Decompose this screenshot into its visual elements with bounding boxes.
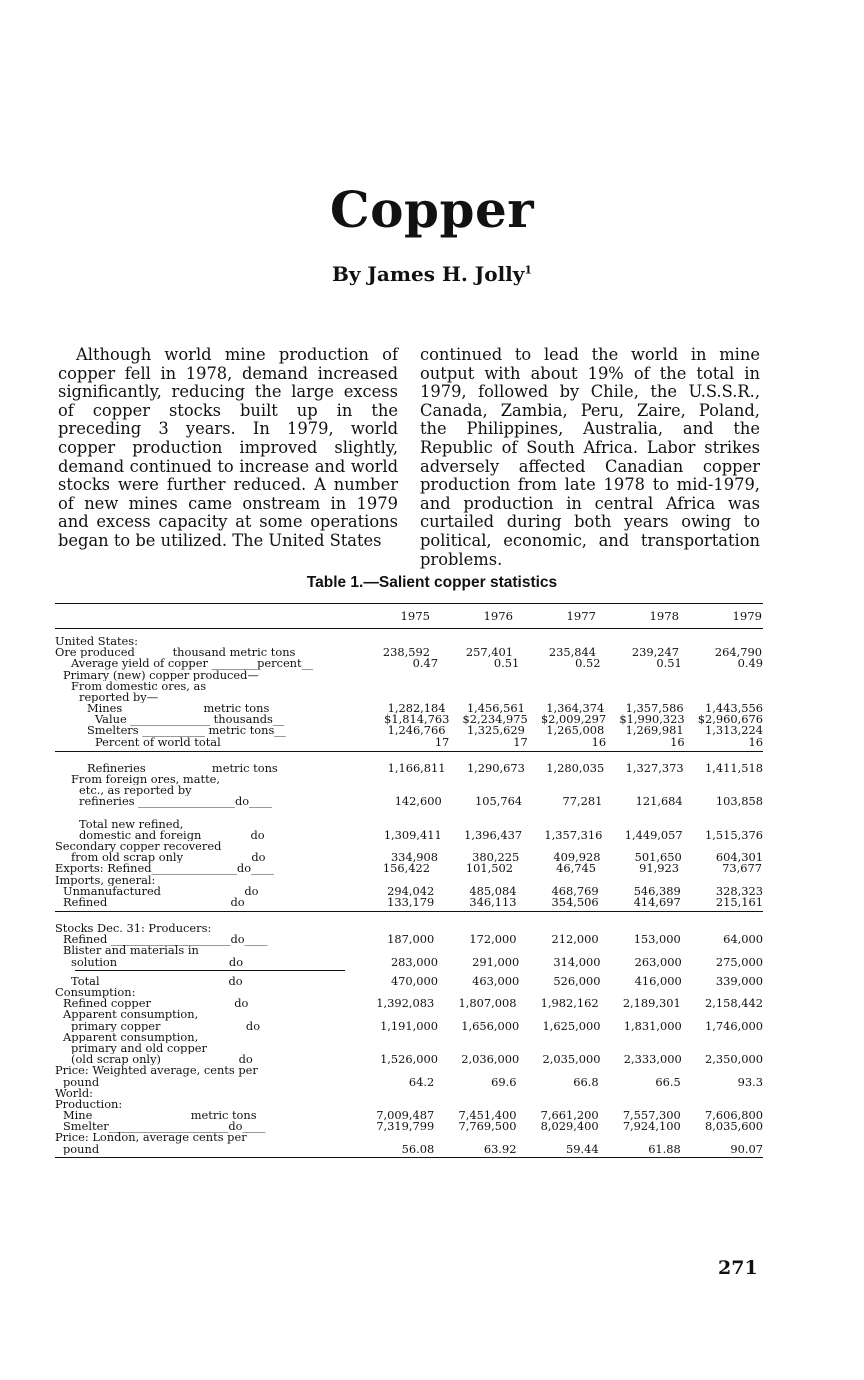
cell-value: 17 (513, 734, 528, 749)
row-label: Price: London, average cents per (55, 1132, 247, 1144)
table-row (55, 1018, 763, 1033)
row-label: Refined _____________________do____ (63, 934, 268, 946)
year-header: 1979 (732, 609, 762, 623)
cell-value: 485,084 (469, 883, 517, 898)
cell-value: 264,790 (714, 645, 762, 660)
cell-value: 73,677 (722, 861, 762, 876)
cell-value: 1,449,057 (624, 827, 683, 842)
row-label: (old scrap only) _____________do____ (71, 1054, 276, 1066)
table-row (55, 827, 763, 842)
table-row (55, 973, 763, 988)
page-number: 271 (718, 1257, 758, 1279)
cell-value: 1,280,035 (546, 760, 605, 775)
cell-value: 328,323 (715, 883, 763, 898)
row-label: Price: Weighted average, cents per (55, 1065, 258, 1077)
cell-value: 1,443,556 (705, 701, 763, 716)
cell-value: 2,158,442 (704, 996, 763, 1011)
year-header: 1978 (649, 609, 679, 623)
row-label: etc., as reported by (79, 785, 192, 797)
cell-value: 1,411,518 (705, 760, 763, 775)
cell-value: 1,246,766 (387, 723, 446, 738)
cell-value: 409,928 (553, 850, 601, 865)
cell-value: 501,650 (634, 850, 682, 865)
cell-value: 294,042 (387, 883, 435, 898)
table-row (55, 681, 763, 692)
cell-value: $2,960,676 (697, 712, 763, 727)
row-label: Percent of world total __________ (95, 736, 282, 748)
spacer (55, 912, 763, 923)
cell-value: 0.51 (656, 656, 682, 671)
cell-value: 46,745 (556, 861, 596, 876)
cell-value: 1,515,376 (705, 827, 763, 842)
row-label: reported by— (79, 691, 159, 704)
cell-value: 215,161 (715, 894, 763, 909)
row-label: pound ___________________________ (63, 1076, 257, 1088)
cell-value: 2,333,000 (623, 1052, 682, 1067)
cell-value: 1,526,000 (380, 1052, 439, 1067)
cell-value: 91,923 (639, 861, 679, 876)
cell-value: 1,269,981 (625, 723, 684, 738)
cell-value: 1,746,000 (705, 1018, 763, 1033)
cell-value: 1,191,000 (380, 1018, 439, 1033)
cell-value: 7,009,487 (376, 1108, 435, 1123)
row-label: Consumption: (55, 987, 136, 999)
cell-value: 1,625,000 (542, 1018, 601, 1033)
row-label: From foreign ores, matte, (71, 774, 221, 786)
cell-value: 1,282,184 (387, 701, 446, 716)
row-label: Mine ________________ metric tons__ (63, 1110, 268, 1122)
cell-value: 1,357,586 (625, 701, 684, 716)
cell-value: 101,502 (465, 861, 513, 876)
table-row (55, 1032, 763, 1043)
year-header: 1975 (400, 609, 430, 623)
row-label: from old scrap only____________do____ (71, 852, 289, 864)
cell-value: 63.92 (483, 1141, 517, 1156)
row-label: United States: (55, 635, 138, 648)
row-label: Total new refined, (79, 818, 184, 830)
table-bottom-rule (55, 1157, 763, 1158)
table-row (55, 670, 763, 681)
table-row (55, 863, 763, 874)
salient-statistics-table (55, 603, 763, 1158)
cell-value: 1,396,437 (464, 827, 523, 842)
row-label: Average yield of copper ________percent__ (71, 658, 313, 670)
cell-value: 1,309,411 (383, 827, 442, 842)
cell-value: 156,422 (382, 861, 430, 876)
article-title: Copper (329, 180, 535, 239)
subtotal-rule (75, 970, 345, 971)
cell-value: 103,858 (715, 794, 763, 809)
author-name: By James H. Jolly (331, 262, 525, 286)
table-row (55, 954, 763, 969)
cell-value: 1,392,083 (376, 996, 435, 1011)
cell-value: 66.5 (655, 1074, 681, 1089)
table-row (55, 1088, 763, 1099)
cell-value: 0.47 (412, 656, 439, 671)
cell-value: 239,247 (631, 645, 679, 660)
cell-value: 142,600 (394, 794, 442, 809)
cell-value: 380,225 (472, 850, 520, 865)
cell-value: 1,325,629 (466, 723, 525, 738)
table-row (55, 1121, 763, 1132)
cell-value: 61.88 (648, 1141, 681, 1156)
cell-value: 56.08 (401, 1141, 435, 1156)
cell-value: 7,606,800 (704, 1108, 763, 1123)
cell-value: 133,179 (387, 894, 435, 909)
row-label: domestic and foreign ________do____ (79, 829, 288, 841)
row-label: Ore produced______ thousand metric tons__ (55, 647, 307, 659)
table-row (55, 934, 763, 945)
cell-value: 354,506 (551, 894, 599, 909)
table-row (55, 734, 763, 749)
cell-value: 291,000 (472, 954, 520, 969)
year-header: 1977 (566, 609, 596, 623)
cell-value: 526,000 (553, 973, 601, 988)
cell-value: 16 (670, 734, 685, 749)
cell-value: $2,009,297 (540, 712, 607, 727)
row-label: Refined _____________________do____ (63, 896, 268, 909)
cell-value: 7,769,500 (458, 1119, 517, 1134)
cell-value: 2,350,000 (705, 1052, 763, 1067)
cell-value: 7,924,100 (622, 1119, 681, 1134)
cell-value: 334,908 (390, 850, 439, 865)
cell-value: 64.2 (408, 1074, 435, 1089)
row-label: Exports: Refined_______________do____ (55, 863, 274, 875)
cell-value: 2,035,000 (542, 1052, 601, 1067)
table-body (55, 636, 763, 1155)
cell-value: 90.07 (730, 1141, 763, 1156)
cell-value: 314,000 (553, 954, 601, 969)
cell-value: 604,301 (715, 850, 763, 865)
table-header-row (55, 604, 763, 628)
cell-value: 463,000 (472, 973, 520, 988)
row-label: solution ___________________do____ (71, 956, 266, 968)
cell-value: 16 (591, 734, 607, 749)
cell-value: 64,000 (723, 932, 763, 947)
cell-value: 93.3 (737, 1074, 763, 1089)
row-label: Blister and materials in (63, 945, 199, 957)
cell-value: $2,234,975 (462, 712, 528, 727)
cell-value: 66.8 (573, 1074, 599, 1089)
cell-value: 1,327,373 (625, 760, 684, 775)
cell-value: 0.49 (737, 656, 763, 671)
row-label: Production: (55, 1098, 123, 1111)
spacer (55, 629, 763, 636)
row-label: refineries _________________do____ (79, 796, 272, 808)
cell-value: 8,029,400 (540, 1119, 599, 1134)
cell-value: 346,113 (469, 894, 517, 909)
cell-value: 238,592 (382, 645, 430, 660)
row-label: Total ______________________do____ (71, 975, 266, 988)
row-label: World: (55, 1087, 94, 1099)
row-label: Unmanufactured ______________do____ (63, 885, 282, 897)
cell-value: 257,401 (465, 645, 513, 660)
cell-value: 7,451,400 (458, 1108, 517, 1123)
cell-value: 1,656,000 (461, 1018, 520, 1033)
cell-value: 263,000 (634, 954, 682, 969)
body-text-right-column: continued to lead the world in mine output with about 19% of the total in 1979, followed by Chile, the U.S.S.R., Canada, Zambia, Peru, Zaire, Poland, the Philippines, Australia, and the Republic of South Africa. Labor strikes adversely affected Canadian copper production from late 1978 to mid-1979, and production in central Africa was curtailed during both years owing to political, economic, and transportation problems. (420, 345, 760, 569)
footnote-marker: 1 (524, 263, 533, 277)
cell-value: 105,764 (474, 794, 523, 809)
cell-value: 1,831,000 (623, 1018, 682, 1033)
row-label: pound ___________________________ (63, 1143, 257, 1155)
cell-value: 2,036,000 (461, 1052, 520, 1067)
cell-value: 1,456,561 (466, 701, 525, 716)
cell-value: 8,035,600 (704, 1119, 763, 1134)
cell-value: 121,684 (635, 794, 683, 809)
cell-value: 7,661,200 (540, 1108, 599, 1123)
cell-value: 59.44 (566, 1141, 599, 1156)
cell-value: 7,319,799 (376, 1119, 435, 1134)
cell-value: 0.52 (575, 656, 601, 671)
row-label: Primary (new) copper produced— (63, 669, 259, 681)
row-label: primary copper_______________do____ (71, 1020, 283, 1032)
row-label: Smelters ___________ metric tons__ (87, 725, 286, 737)
cell-value: 283,000 (390, 954, 439, 969)
row-label: From domestic ores, as (71, 680, 207, 692)
cell-value: $1,814,763 (384, 712, 450, 727)
table-row (55, 1074, 763, 1089)
row-label: Imports, general: (55, 874, 156, 886)
cell-value: 470,000 (390, 973, 439, 988)
table-row (55, 723, 763, 738)
row-label: Refineries___________ metric tons__ (87, 762, 290, 775)
cell-value: 339,000 (715, 973, 763, 988)
row-label: Mines _____________ metric tons__ (87, 703, 281, 715)
cell-value: 1,982,162 (540, 996, 599, 1011)
cell-value: 212,000 (551, 932, 599, 947)
table-caption: Table 1.—Salient copper statistics (306, 574, 558, 591)
cell-value: 0.51 (493, 656, 520, 671)
cell-value: $1,990,323 (619, 712, 685, 727)
author-byline (0, 262, 864, 286)
cell-value: 7,557,300 (622, 1108, 681, 1123)
cell-value: 1,364,374 (546, 701, 605, 716)
cell-value: 153,000 (633, 932, 681, 947)
table-row (55, 774, 763, 785)
cell-value: 77,281 (562, 794, 603, 809)
cell-value: 275,000 (715, 954, 763, 969)
year-header: 1976 (483, 609, 513, 623)
cell-value: 1,290,673 (466, 760, 525, 775)
cell-value: 2,189,301 (622, 996, 681, 1011)
cell-value: 546,389 (633, 883, 681, 898)
table-row (55, 998, 763, 1009)
row-label: Stocks Dec. 31: Producers: (55, 923, 212, 935)
spacer (55, 808, 763, 819)
cell-value: 1,265,008 (546, 723, 605, 738)
cell-value: 1,166,811 (387, 760, 446, 775)
row-label: Apparent consumption, (63, 1009, 199, 1021)
row-label: primary and old copper (71, 1042, 207, 1055)
row-label: Refined copper ______________do____ (63, 998, 272, 1010)
cell-value: 17 (434, 734, 450, 749)
row-label: Secondary copper recovered (55, 840, 222, 853)
cell-value: 1,357,316 (544, 827, 603, 842)
cell-value: 235,844 (548, 645, 596, 660)
cell-value: 468,769 (551, 883, 599, 898)
row-label: Apparent consumption, (63, 1031, 199, 1043)
cell-value: 1,807,008 (458, 996, 517, 1011)
cell-value: 187,000 (387, 932, 435, 947)
row-label: Smelter_____________________do____ (63, 1121, 266, 1133)
table-row (55, 658, 763, 669)
cell-value: 69.6 (491, 1074, 517, 1089)
cell-value: 416,000 (634, 973, 682, 988)
table-row (55, 760, 763, 775)
cell-value: 172,000 (469, 932, 517, 947)
table-row (55, 894, 763, 909)
row-label: Value ______________ thousands__ (95, 714, 285, 726)
cell-value: 414,697 (633, 894, 681, 909)
table-row (55, 1141, 763, 1156)
table-row (55, 796, 763, 807)
cell-value: 1,313,224 (705, 723, 763, 738)
cell-value: 16 (748, 734, 763, 749)
body-text-left-column: Although world mine production of copper fell in 1978, demand increased significantly, reducing the large excess of copper stocks built up in the preceding 3 years. In 1979, world copper production improved slightly, demand continued to increase and world stocks were further reduced. A number of new mines came onstream in 1979 and excess capacity at some operations began to be utilized. The United States (58, 345, 398, 550)
table-row (55, 1054, 763, 1065)
